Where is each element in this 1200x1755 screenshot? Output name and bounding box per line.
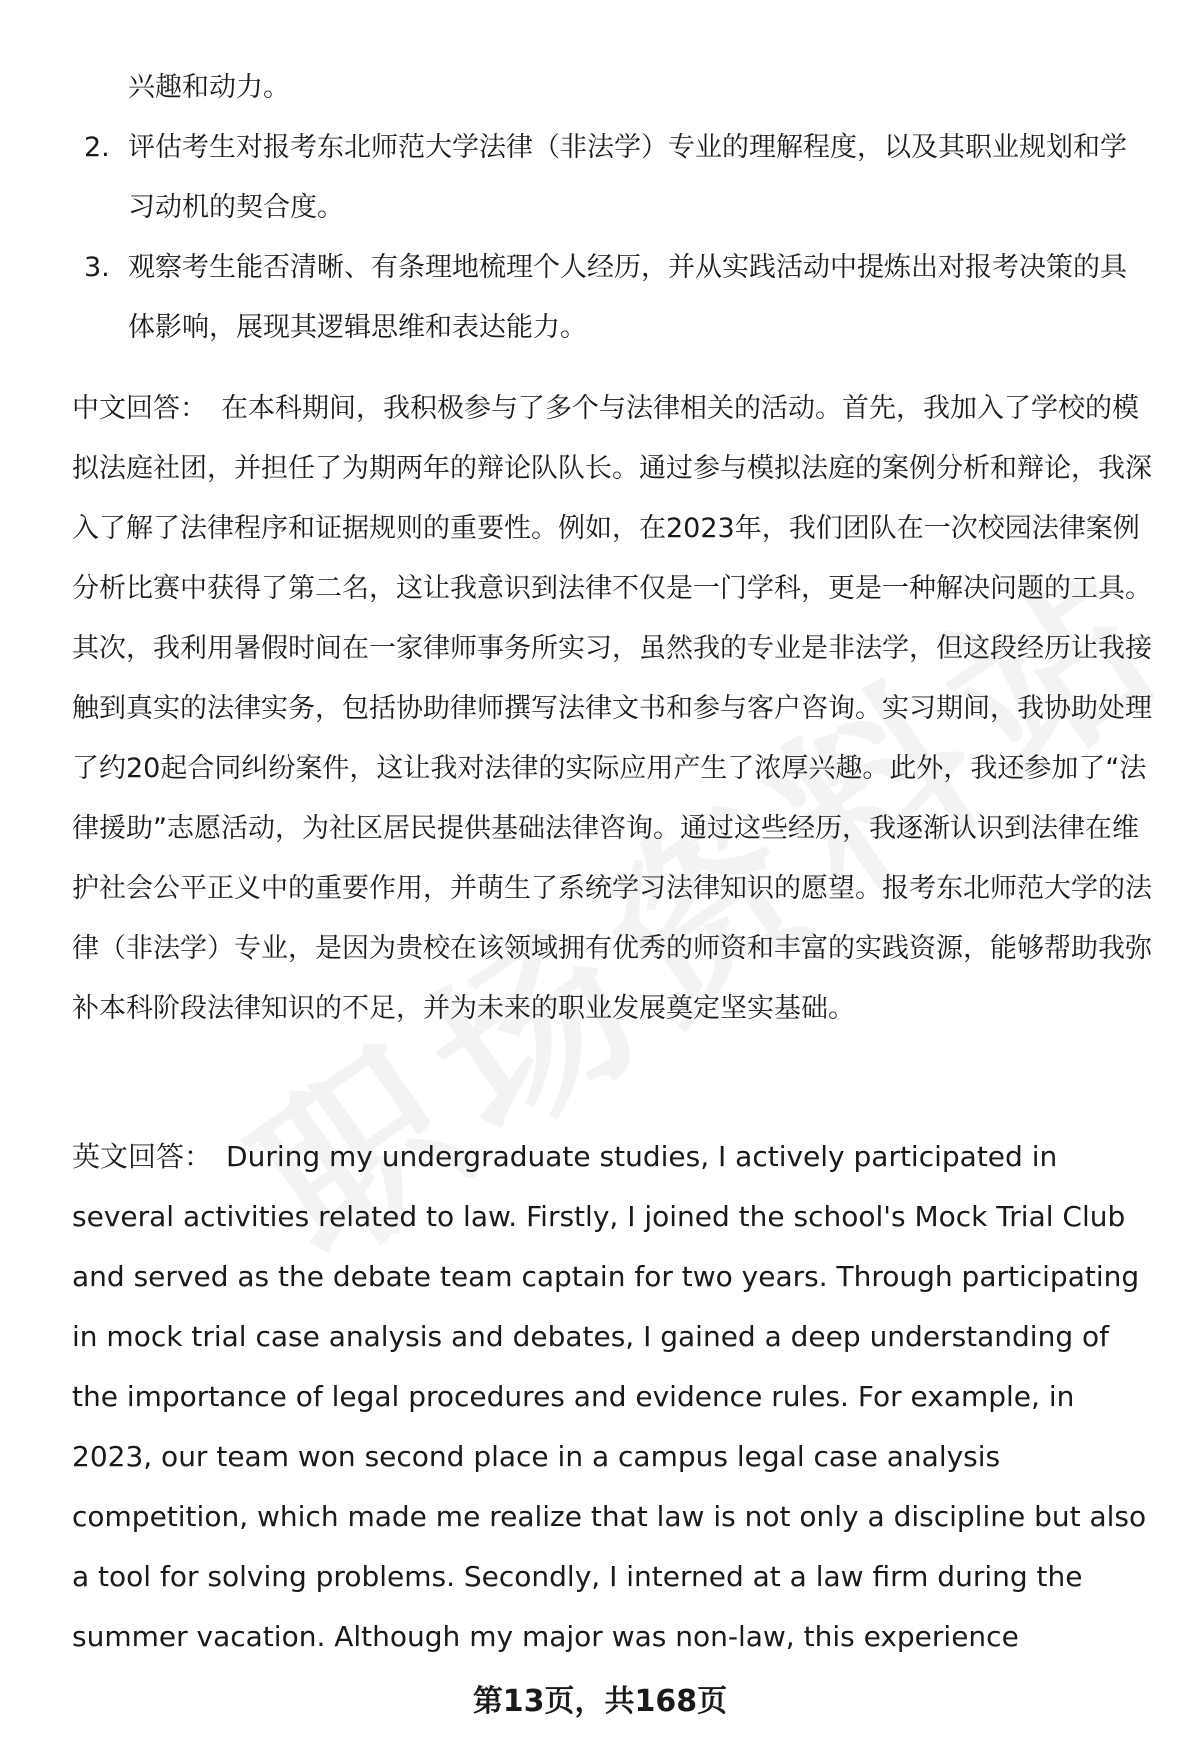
chinese-answer	[72, 379, 1162, 1039]
english-answer	[72, 1127, 1162, 1667]
list-item-continued: 兴趣和动力。	[128, 72, 290, 103]
list-item-number: 3.	[84, 252, 110, 283]
list-item	[72, 238, 1152, 358]
english-answer-text: During my undergraduate studies, I actively participated in several activities related to law. Firstly, I joined the school's Mock Trial Club and served as the debate team captain for two years. Through participating in mock trial case analysis and debates, I gained a deep understanding of the importance of legal procedures and evidence rules. For example, in 2023, our team won second place in a campus legal case analysis competition, which made me realize that law is not only a discipline but also a tool for solving problems. Secondly, I interned at a law firm during the summer vacation. Although my major was non-law, this experience	[72, 1140, 1147, 1653]
list-item	[72, 118, 1152, 238]
list-item-text: 评估考生对报考东北师范大学法律（非法学）专业的理解程度，以及其职业规划和学习动机的契合度。	[128, 132, 1127, 223]
english-answer-label: 英文回答：	[72, 1140, 213, 1173]
page-indicator: 第13页，共168页	[472, 1684, 728, 1719]
list-item-text: 观察考生能否清晰、有条理地梳理个人经历，并从实践活动中提炼出对报考决策的具体影响，展现其逻辑思维和表达能力。	[128, 252, 1127, 343]
chinese-answer-text: 在本科期间，我积极参与了多个与法律相关的活动。首先，我加入了学校的模拟法庭社团，并担任了为期两年的辩论队队长。通过参与模拟法庭的案例分析和辩论，我深入了解了法律程序和证据规则的重要性。例如，在2023年，我们团队在一次校园法律案例分析比赛中获得了第二名，这让我意识到法律不仅是一门学科，更是一种解决问题的工具。其次，我利用暑假时间在一家律师事务所实习，虽然我的专业是非法学，但这段经历让我接触到真实的法律实务，包括协助律师撰写法律文书和参与客户咨询。实习期间，我协助处理了约20起合同纠纷案件，这让我对法律的实际应用产生了浓厚兴趣。此外，我还参加了“法律援助”志愿活动，为社区居民提供基础法律咨询。通过这些经历，我逐渐认识到法律在维护社会公平正义中的重要作用，并萌生了系统学习法律知识的愿望。报考东北师范大学的法律（非法学）专业，是因为贵校在该领域拥有优秀的师资和丰富的实践资源，能够帮助我弥补本科阶段法律知识的不足，并为未来的职业发展奠定坚实基础。	[72, 393, 1152, 1024]
list-item-number: 2.	[84, 132, 110, 163]
evaluation-points-list	[72, 58, 1152, 358]
chinese-answer-label: 中文回答：	[72, 393, 207, 424]
